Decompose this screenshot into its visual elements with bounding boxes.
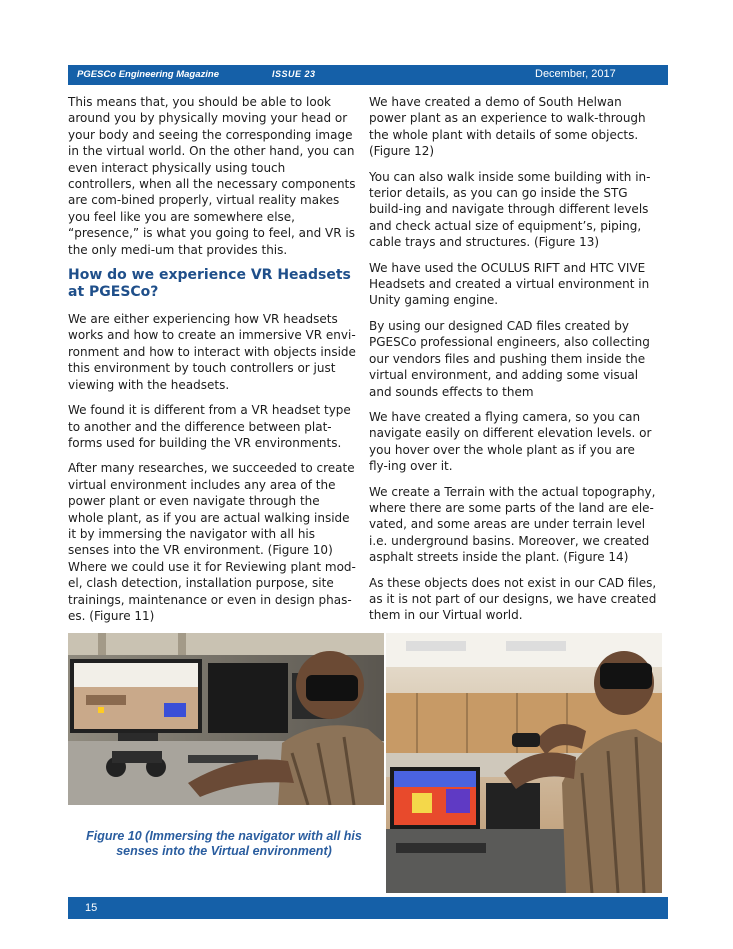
right-column (369, 94, 657, 633)
issue-label: ISSUE 23 (272, 69, 316, 79)
left-column (68, 94, 356, 633)
paragraph: We found it is different from a VR headset type to another and the difference between plat-forms used for building the VR environments. (68, 403, 351, 450)
paragraph: We create a Terrain with the actual topography, where there are some parts of the land are ele-vated, and some areas are under terrain level i.e. underground basins. Moreover, we created asphalt streets inside the plant. (Figure 14) (369, 484, 656, 565)
paragraph: You can also walk inside some building with in-terior details, as you can go inside the STG build-ing and navigate through different levels and check actual size of equipment’s, piping, cable trays and structures. (Figure 13) (369, 169, 651, 250)
paragraph: We have created a flying camera, so you can navigate easily on different elevation levels. or you hover over the whole plant as if you are fly-ing over it. (369, 409, 652, 474)
paragraph: Where we could use it for Reviewing plant mod-el, clash detection, installation purpose, site trainings, maintenance or even in design phas-es. (Figure 11) (68, 559, 356, 623)
vr-photo-office-image (386, 633, 662, 893)
paragraph: We have used the OCULUS RIFT and HTC VIVE Headsets and created a virtual environment in Unity gaming engine. (369, 260, 650, 308)
section-heading: How do we experience VR Headsets at PGESCo? (68, 267, 351, 301)
paragraph: As these objects does not exist in our CAD files, as it is not part of our designs, we have created them in our Virtual world. (369, 575, 657, 623)
figure-caption: Figure 10 (Immersing the navigator with all his senses into the Virtual environment) (86, 829, 362, 858)
paragraph: By using our designed CAD files created by PGESCo professional engineers, also collecting our vendors files and pushing them inside the virtual environment, and adding some visual and sounds effects to them (369, 318, 650, 399)
vr-photo-desk-image (68, 633, 384, 805)
paragraph: This means that, you should be able to look around you by physically moving your head or your body and seeing the corresponding image in the virtual world. On the other hand, you can even interact physically using touch controllers, when all the necessary components are com-bined properly, virtual reality makes you feel like you are somewhere else, “presence,” is what you going to feel, and VR is the only medi-um that provides this. (68, 95, 356, 257)
paragraph: We are either experiencing how VR headsets works and how to create an immersive VR envi-ronment and how to interact with objects inside this environment by touch controllers or just viewing with the headsets. (68, 312, 356, 392)
page-number: 15 (85, 902, 98, 914)
vr-photo-desk (68, 633, 384, 805)
footer-bar (68, 897, 668, 919)
vr-photo-office (386, 633, 662, 893)
paragraph: We have created a demo of South Helwan power plant as an experience to walk-through the whole plant with details of some objects. (Figure 12) (369, 95, 646, 159)
magazine-title: PGESCo Engineering Magazine (77, 69, 219, 80)
header-bar (68, 65, 668, 85)
paragraph: After many researches, we succeeded to create virtual environment includes any area of the power plant or even navigate through the whole plant, as if you are actual walking inside it by immersing the navigator with all his senses into the VR environment. (Figure 10) (68, 461, 355, 558)
issue-date: December, 2017 (535, 68, 616, 80)
